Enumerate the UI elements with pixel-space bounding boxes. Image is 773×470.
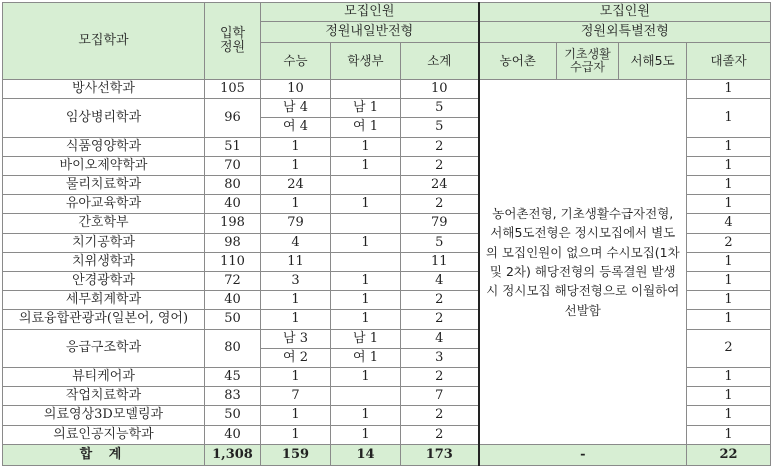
quota-cell: 80 — [205, 329, 261, 367]
header-nongeochon: 농어촌 — [479, 43, 557, 80]
haksaengbu-cell: 1 — [331, 291, 401, 310]
sogye-cell: 2 — [401, 291, 479, 310]
sogye-cell: 2 — [401, 137, 479, 156]
haksaengbu-cell — [331, 214, 401, 233]
quota-cell: 80 — [205, 176, 261, 195]
dept-cell: 바이오제약학과 — [3, 156, 205, 175]
total-suneung: 159 — [261, 445, 331, 466]
quota-cell: 70 — [205, 156, 261, 175]
haksaengbu-cell: 여 1 — [331, 348, 401, 367]
sogye-cell: 5 — [401, 99, 479, 118]
suneung-cell: 11 — [261, 252, 331, 271]
suneung-cell: 1 — [261, 310, 331, 329]
dept-cell: 방사선학과 — [3, 80, 205, 99]
dept-cell: 유아교육학과 — [3, 195, 205, 214]
special-note: 농어촌전형, 기초생활수급자전형, 서해5도전형은 정시모집에서 별도의 모집인원이 없으며 수시모집(1차 및 2차) 해당전형의 등록결원 발생 시 정시모집 해당전형으로 이월하여 선발함 — [479, 80, 687, 445]
suneung-cell: 3 — [261, 272, 331, 291]
haksaengbu-cell: 1 — [331, 368, 401, 387]
sogye-cell: 2 — [401, 425, 479, 444]
suneung-cell: 24 — [261, 176, 331, 195]
dept-cell: 의료융합관광과(일본어, 영어) — [3, 310, 205, 329]
suneung-cell: 1 — [261, 156, 331, 175]
quota-cell: 83 — [205, 387, 261, 406]
sogye-cell: 79 — [401, 214, 479, 233]
quota-cell: 50 — [205, 406, 261, 425]
total-special: - — [479, 445, 687, 466]
haksaengbu-cell: 1 — [331, 425, 401, 444]
quota-cell: 110 — [205, 252, 261, 271]
quota-cell: 50 — [205, 310, 261, 329]
header-group-left: 모집인원 — [261, 3, 479, 22]
daejol-cell: 1 — [687, 252, 771, 271]
quota-cell: 96 — [205, 99, 261, 137]
dept-cell: 간호학부 — [3, 214, 205, 233]
suneung-cell: 1 — [261, 368, 331, 387]
haksaengbu-cell: 남 1 — [331, 329, 401, 348]
daejol-cell: 1 — [687, 156, 771, 175]
daejol-cell: 1 — [687, 80, 771, 99]
table-row — [3, 80, 771, 99]
quota-cell: 98 — [205, 233, 261, 252]
total-row — [3, 445, 771, 466]
dept-cell: 치기공학과 — [3, 233, 205, 252]
suneung-cell: 여 4 — [261, 118, 331, 137]
sogye-cell: 4 — [401, 329, 479, 348]
haksaengbu-cell: 1 — [331, 195, 401, 214]
suneung-cell: 1 — [261, 425, 331, 444]
daejol-cell: 1 — [687, 272, 771, 291]
header-seohae: 서해5도 — [619, 43, 687, 80]
haksaengbu-cell: 1 — [331, 406, 401, 425]
header-sub-right: 정원외특별전형 — [479, 22, 771, 43]
haksaengbu-cell: 1 — [331, 233, 401, 252]
suneung-cell: 여 2 — [261, 348, 331, 367]
dept-cell: 세무회계학과 — [3, 291, 205, 310]
sogye-cell: 3 — [401, 348, 479, 367]
daejol-cell: 1 — [687, 425, 771, 444]
quota-cell: 40 — [205, 195, 261, 214]
daejol-cell: 1 — [687, 137, 771, 156]
haksaengbu-cell — [331, 387, 401, 406]
sogye-cell: 5 — [401, 118, 479, 137]
daejol-cell: 1 — [687, 368, 771, 387]
daejol-cell: 2 — [687, 233, 771, 252]
header-quota-line2: 정원 — [219, 40, 246, 55]
sogye-cell: 2 — [401, 156, 479, 175]
total-daejol: 22 — [687, 445, 771, 466]
suneung-cell: 4 — [261, 233, 331, 252]
haksaengbu-cell: 남 1 — [331, 99, 401, 118]
dept-cell: 식품영양학과 — [3, 137, 205, 156]
haksaengbu-cell — [331, 252, 401, 271]
sogye-cell: 2 — [401, 406, 479, 425]
header-sogye: 소계 — [401, 43, 479, 80]
header-sub-left: 정원내일반전형 — [261, 22, 479, 43]
dept-cell: 의료인공지능학과 — [3, 425, 205, 444]
sogye-cell: 2 — [401, 195, 479, 214]
dept-cell: 뷰티케어과 — [3, 368, 205, 387]
sogye-cell: 11 — [401, 252, 479, 271]
quota-cell: 72 — [205, 272, 261, 291]
sogye-cell: 7 — [401, 387, 479, 406]
total-label: 합 계 — [3, 445, 205, 466]
haksaengbu-cell — [331, 80, 401, 99]
haksaengbu-cell — [331, 176, 401, 195]
header-haksaengbu: 학생부 — [331, 43, 401, 80]
daejol-cell: 1 — [687, 176, 771, 195]
header-quota-line1: 입학 — [219, 25, 246, 41]
table-header — [3, 3, 771, 80]
header-daejol: 대졸자 — [687, 43, 771, 80]
daejol-cell: 1 — [687, 291, 771, 310]
daejol-cell: 1 — [687, 387, 771, 406]
daejol-cell: 1 — [687, 310, 771, 329]
admissions-table — [2, 2, 771, 466]
sogye-cell: 2 — [401, 368, 479, 387]
suneung-cell: 1 — [261, 291, 331, 310]
sogye-cell: 10 — [401, 80, 479, 99]
header-gicho-line2: 수급자 — [570, 60, 605, 74]
suneung-cell: 1 — [261, 195, 331, 214]
header-gicho — [557, 43, 619, 80]
dept-cell: 응급구조학과 — [3, 329, 205, 367]
suneung-cell: 남 3 — [261, 329, 331, 348]
header-gicho-line1: 기초생활 — [564, 47, 611, 62]
quota-cell: 40 — [205, 425, 261, 444]
haksaengbu-cell: 1 — [331, 156, 401, 175]
quota-cell: 45 — [205, 368, 261, 387]
suneung-cell: 7 — [261, 387, 331, 406]
suneung-cell: 남 4 — [261, 99, 331, 118]
haksaengbu-cell: 1 — [331, 137, 401, 156]
header-quota — [205, 3, 261, 80]
dept-cell: 치위생학과 — [3, 252, 205, 271]
daejol-cell: 1 — [687, 406, 771, 425]
suneung-cell: 79 — [261, 214, 331, 233]
sogye-cell: 4 — [401, 272, 479, 291]
daejol-cell: 2 — [687, 329, 771, 367]
total-sogye: 173 — [401, 445, 479, 466]
haksaengbu-cell: 1 — [331, 272, 401, 291]
dept-cell: 물리치료학과 — [3, 176, 205, 195]
quota-cell: 51 — [205, 137, 261, 156]
quota-cell: 40 — [205, 291, 261, 310]
dept-cell: 의료영상3D모델링과 — [3, 406, 205, 425]
header-group-right: 모집인원 — [479, 3, 771, 22]
table-body — [3, 80, 771, 445]
dept-cell: 임상병리학과 — [3, 99, 205, 137]
daejol-cell: 1 — [687, 195, 771, 214]
header-dept: 모집학과 — [3, 3, 205, 80]
table-footer — [3, 445, 771, 466]
total-quota: 1,308 — [205, 445, 261, 466]
daejol-cell: 4 — [687, 214, 771, 233]
sogye-cell: 2 — [401, 310, 479, 329]
header-suneung: 수능 — [261, 43, 331, 80]
suneung-cell: 10 — [261, 80, 331, 99]
haksaengbu-cell: 여 1 — [331, 118, 401, 137]
total-haksaengbu: 14 — [331, 445, 401, 466]
haksaengbu-cell: 1 — [331, 310, 401, 329]
dept-cell: 작업치료학과 — [3, 387, 205, 406]
daejol-cell: 1 — [687, 99, 771, 137]
quota-cell: 105 — [205, 80, 261, 99]
suneung-cell: 1 — [261, 406, 331, 425]
quota-cell: 198 — [205, 214, 261, 233]
dept-cell: 안경광학과 — [3, 272, 205, 291]
suneung-cell: 1 — [261, 137, 331, 156]
sogye-cell: 24 — [401, 176, 479, 195]
sogye-cell: 5 — [401, 233, 479, 252]
